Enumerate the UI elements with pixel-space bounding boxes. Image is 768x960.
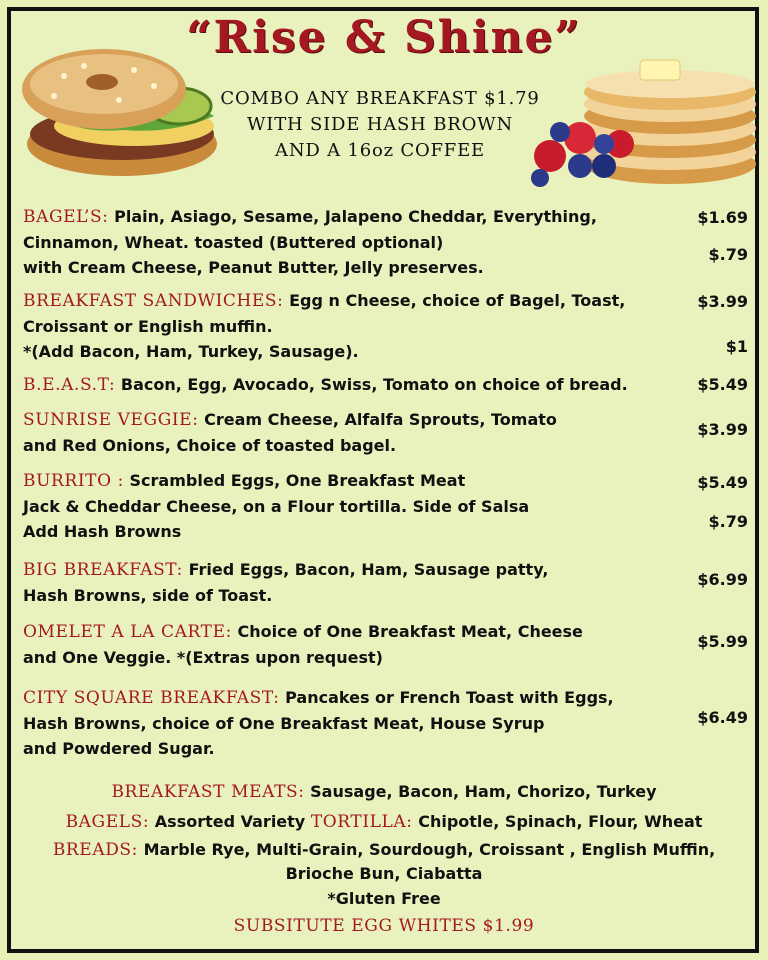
footer-label: BAGELS:: [65, 812, 150, 832]
item-price: $6.49: [697, 708, 748, 727]
menu-item-beast: [23, 372, 683, 398]
menu-item-sunrise-veggie: [23, 407, 663, 458]
item-desc: and Powdered Sugar.: [23, 739, 215, 758]
menu-item-city-square-breakfast: [23, 685, 663, 761]
item-price: $.79: [708, 512, 748, 531]
pancakes-berries-photo: [520, 46, 760, 196]
item-desc: Add Hash Browns: [23, 522, 182, 541]
footer-label: BREAKFAST MEATS:: [111, 782, 305, 802]
item-desc: Scrambled Eggs, One Breakfast Meat: [129, 471, 466, 490]
item-desc: Bacon, Egg, Avocado, Swiss, Tomato on choice of bread.: [120, 375, 628, 394]
footer-text: Chipotle, Spinach, Flour, Wheat: [418, 812, 703, 831]
footer-breads: [0, 838, 768, 862]
footer-meats: [0, 780, 768, 804]
item-desc: Plain, Asiago, Sesame, Jalapeno Cheddar, Everything,: [114, 207, 597, 226]
item-name: BAGEL’S:: [23, 207, 109, 227]
footer-text: Marble Rye, Multi-Grain, Sourdough, Croissant , English Muffin,: [143, 840, 716, 859]
item-name: CITY SQUARE BREAKFAST:: [23, 688, 280, 708]
item-price: $5.49: [697, 473, 748, 492]
menu-item-big-breakfast: [23, 557, 663, 608]
bagel-sandwich-photo: [14, 34, 234, 184]
item-price: $3.99: [697, 420, 748, 439]
item-desc: *(Add Bacon, Ham, Turkey, Sausage).: [23, 342, 359, 361]
item-desc: Hash Browns, choice of One Breakfast Meat, House Syrup: [23, 714, 545, 733]
item-desc: and One Veggie. *(Extras upon request): [23, 648, 383, 667]
item-name: B.E.A.S.T:: [23, 375, 116, 395]
item-name: OMELET A LA CARTE:: [23, 622, 232, 642]
item-price: $3.99: [697, 292, 748, 311]
item-price: $1: [725, 337, 748, 356]
item-desc: and Red Onions, Choice of toasted bagel.: [23, 436, 397, 455]
item-name: BREAKFAST SANDWICHES:: [23, 291, 284, 311]
menu-item-bagels: [23, 204, 663, 280]
item-desc: Cream Cheese, Alfalfa Sprouts, Tomato: [204, 410, 557, 429]
footer-bagels-tortilla: [0, 810, 768, 834]
footer-label: SUBSITUTE EGG WHITES $1.99: [233, 916, 535, 936]
item-desc: Cinnamon, Wheat. toasted (Buttered optional): [23, 233, 444, 252]
footer-egg-whites: [0, 914, 768, 938]
item-desc: with Cream Cheese, Peanut Butter, Jelly preserves.: [23, 258, 484, 277]
item-name: SUNRISE VEGGIE:: [23, 410, 199, 430]
menu-item-burrito: [23, 468, 663, 544]
footer-text: Sausage, Bacon, Ham, Chorizo, Turkey: [310, 782, 657, 801]
combo-line-1: COMBO ANY BREAKFAST $1.79: [220, 88, 540, 109]
combo-line-3: AND A 16oz COFFEE: [275, 140, 485, 161]
item-desc: Hash Browns, side of Toast.: [23, 586, 273, 605]
footer-breads-2: Brioche Bun, Ciabatta: [285, 864, 483, 883]
item-desc: Choice of One Breakfast Meat, Cheese: [237, 622, 583, 641]
item-desc: Croissant or English muffin.: [23, 317, 273, 336]
footer-label: BREADS:: [52, 840, 138, 860]
footer-text: Assorted Variety: [154, 812, 306, 831]
footer-label: TORTILLA:: [310, 812, 413, 832]
item-name: BIG BREAKFAST:: [23, 560, 183, 580]
item-price: $5.99: [697, 632, 748, 651]
item-price: $.79: [708, 245, 748, 264]
item-desc: Fried Eggs, Bacon, Ham, Sausage patty,: [188, 560, 549, 579]
menu-title: “Rise & Shine”: [186, 12, 582, 63]
menu-item-omelet: [23, 619, 663, 670]
item-price: $5.49: [697, 375, 748, 394]
item-price: $1.69: [697, 208, 748, 227]
combo-line-2: WITH SIDE HASH BROWN: [246, 114, 513, 135]
menu-item-breakfast-sandwiches: [23, 288, 663, 364]
footer-gluten-free: *Gluten Free: [327, 889, 441, 908]
item-desc: Egg n Cheese, choice of Bagel, Toast,: [289, 291, 626, 310]
item-desc: Jack & Cheddar Cheese, on a Flour tortilla. Side of Salsa: [23, 497, 530, 516]
item-desc: Pancakes or French Toast with Eggs,: [285, 688, 614, 707]
item-name: BURRITO :: [23, 471, 124, 491]
item-price: $6.99: [697, 570, 748, 589]
